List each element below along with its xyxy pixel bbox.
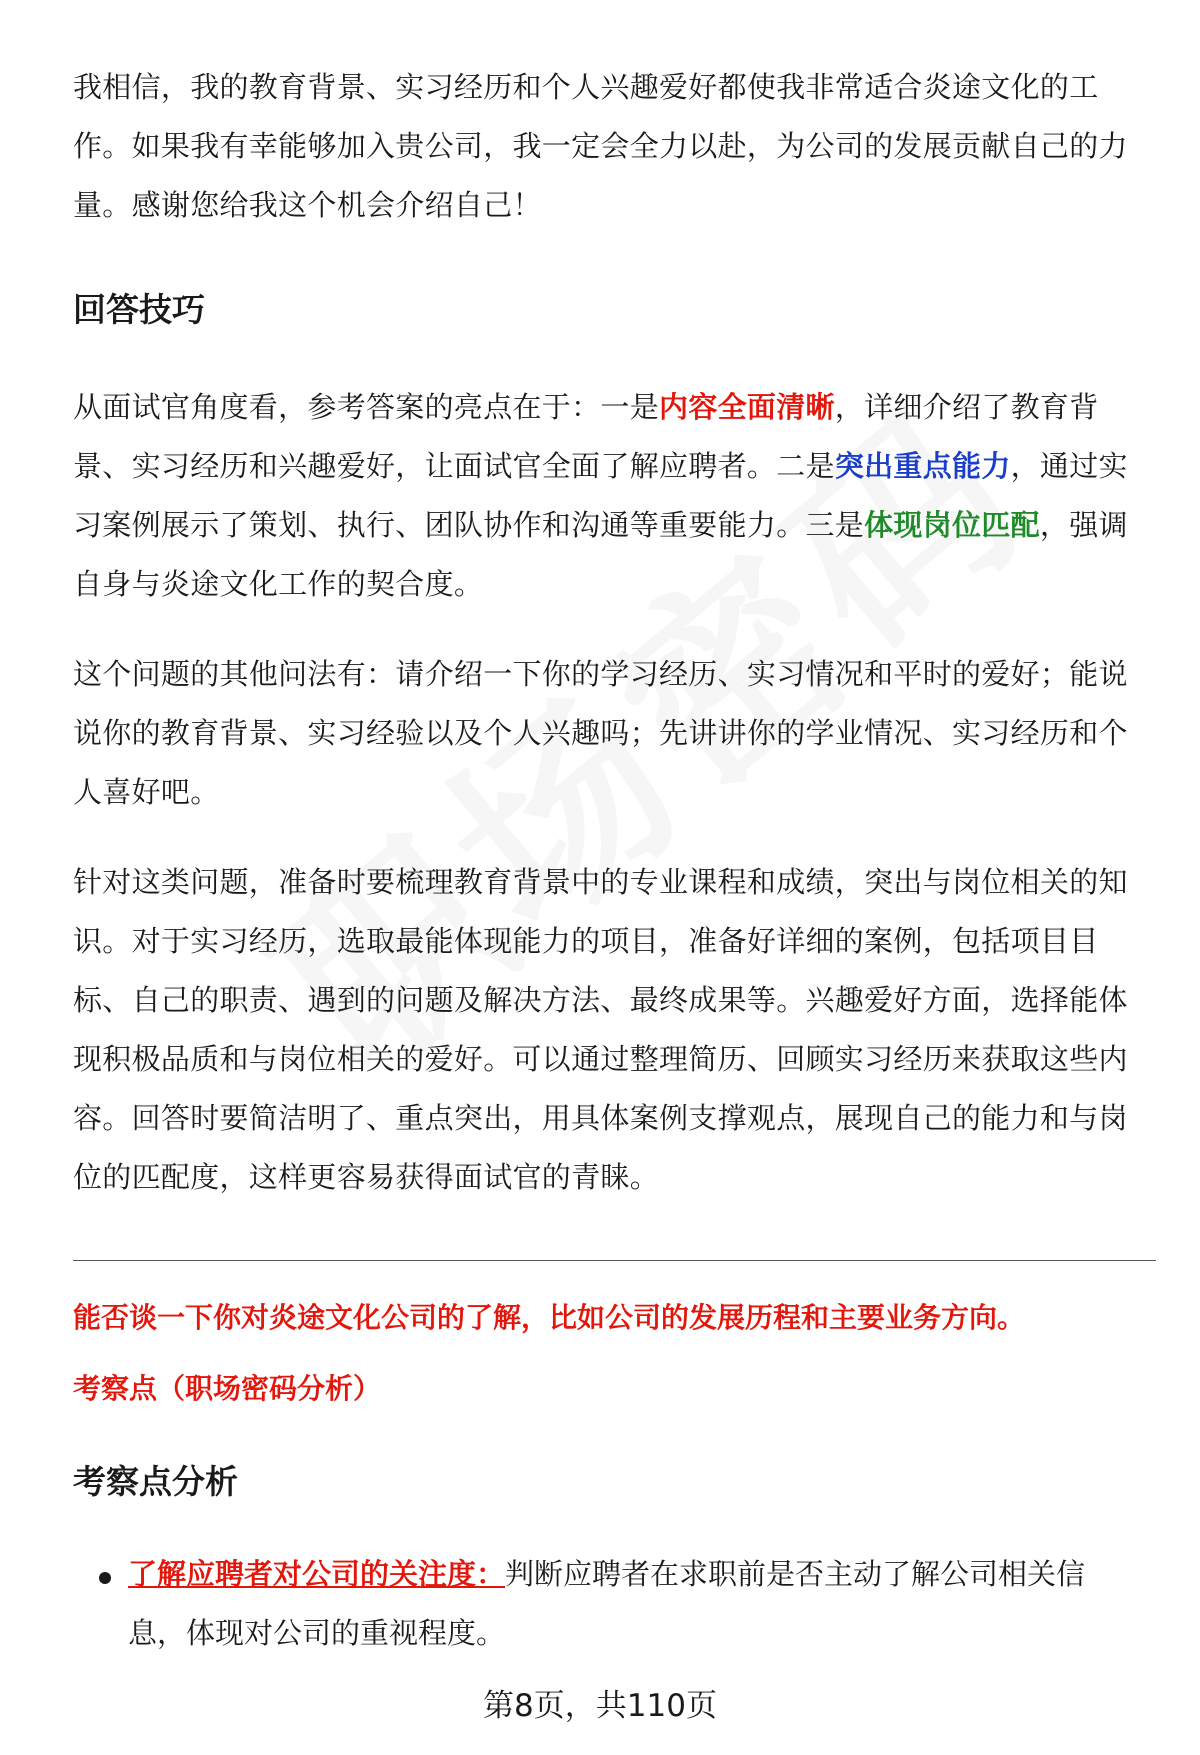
- intro-paragraph: 我相信，我的教育背景、实习经历和个人兴趣爱好都使我非常适合炎途文化的工作。如果我有幸能够加入贵公司，我一定会全力以赴，为公司的发展贡献自己的力量。感谢您给我这个机会介绍自己！: [73, 70, 1128, 222]
- bullet-description: 判断应聘者在求职前是否主动了解公司相关信息，体现对公司的重视程度。: [128, 1557, 1086, 1650]
- tips-heading: 回答技巧: [73, 290, 205, 329]
- bullet-text: [128, 1545, 1138, 1663]
- analysis-heading: 考察点分析: [73, 1462, 238, 1501]
- section-divider: [73, 1260, 1156, 1261]
- tips-text-1: 从面试官角度看，参考答案的亮点在于：一是: [73, 390, 660, 424]
- exam-point-label: 考察点（职场密码分析）: [73, 1372, 382, 1405]
- highlight-job-match: 体现岗位匹配: [864, 508, 1040, 542]
- tips-text-3: ，通过实习案例展示了策划、执行、团队协作和沟通等重要能力。三是: [73, 449, 1128, 542]
- bullet-key: 了解应聘者对公司的关注度：: [128, 1557, 506, 1591]
- page-number: 第8页，共110页: [483, 1688, 717, 1724]
- tips-paragraph-3: 针对这类问题，准备时要梳理教育背景中的专业课程和成绩，突出与岗位相关的知识。对于实习经历，选取最能体现能力的项目，准备好详细的案例，包括项目目标、自己的职责、遇到的问题及解决方法、最终成果等。兴趣爱好方面，选择能体现积极品质和与岗位相关的爱好。可以通过整理简历、回顾实习经历来获取这些内容。回答时要简洁明了、重点突出，用具体案例支撑观点，展现自己的能力和与岗位的匹配度，这样更容易获得面试官的青睐。: [73, 865, 1128, 1194]
- interview-question: 能否谈一下你对炎途文化公司的了解，比如公司的发展历程和主要业务方向。: [73, 1301, 1026, 1334]
- highlight-key-ability: 突出重点能力: [834, 449, 1011, 483]
- tips-text-4: ，强调自身与炎途文化工作的契合度。: [73, 508, 1128, 601]
- tips-paragraph-1: [73, 378, 1156, 614]
- bullet-icon: [99, 1572, 111, 1584]
- tips-paragraph-2: 这个问题的其他问法有：请介绍一下你的学习经历、实习情况和平时的爱好；能说说你的教育背景、实习经验以及个人兴趣吗；先讲讲你的学业情况、实习经历和个人喜好吧。: [73, 657, 1128, 809]
- tips-text-2: ，详细介绍了教育背景、实习经历和兴趣爱好，让面试官全面了解应聘者。二是: [73, 390, 1099, 483]
- highlight-content-clear: 内容全面清晰: [659, 390, 835, 424]
